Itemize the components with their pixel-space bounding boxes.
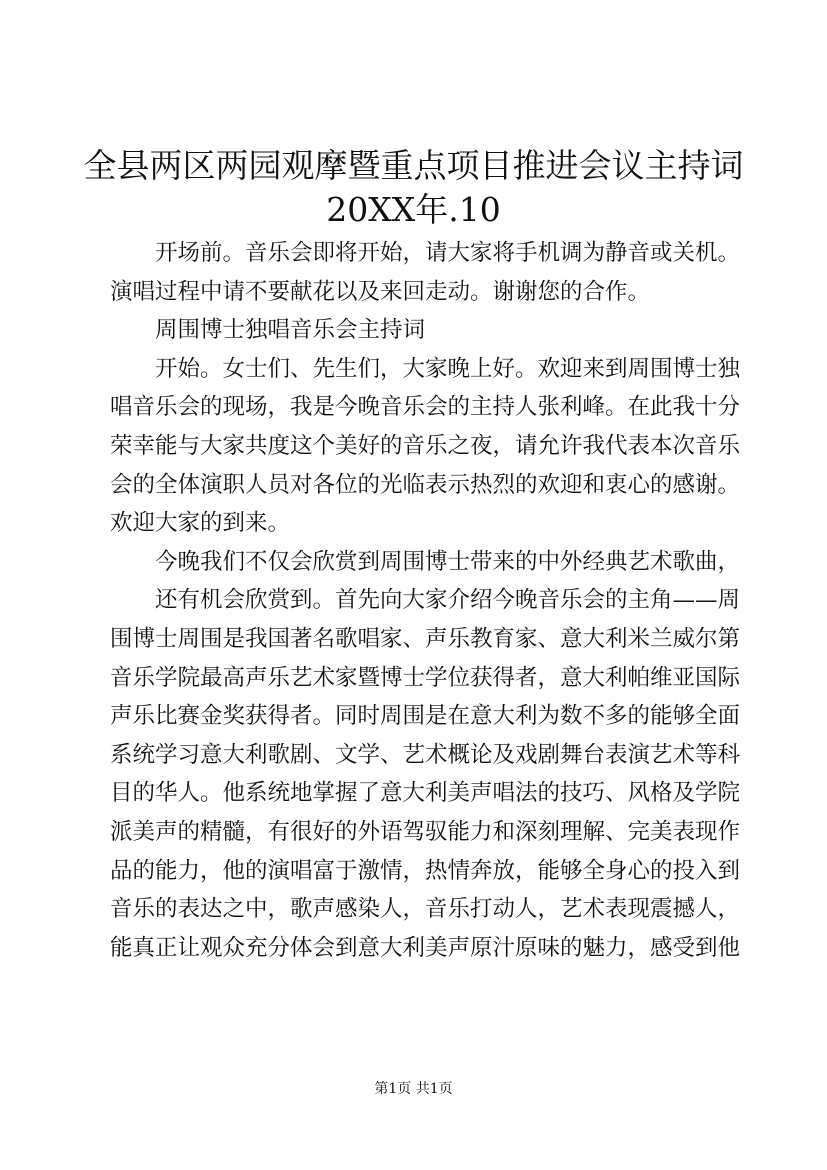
page-footer: 第1页 共1页 — [374, 1081, 453, 1097]
paragraph-tonight: 今晚我们不仅会欣赏到周围博士带来的中外经典艺术歌曲， — [155, 548, 741, 575]
document-body — [110, 234, 740, 967]
paragraph-opening-notice: 开场前。音乐会即将开始，请大家将手机调为静音或关机。演唱过程中请不要献花以及来回走动。谢谢您的合作。 — [110, 240, 741, 305]
paragraph-subtitle: 周围博士独唱音乐会主持词 — [155, 317, 426, 344]
paragraph-welcome: 开始。女士们、先生们，大家晚上好。欢迎来到周围博士独唱音乐会的现场，我是今晚音乐会的主持人张利峰。在此我十分荣幸能与大家共度这个美好的音乐之夜，请允许我代表本次音乐会的全体演职人员对各位的光临表示热烈的欢迎和衷心的感谢。欢迎大家的到来。 — [110, 355, 741, 537]
paragraph-introduction: 还有机会欣赏到。首先向大家介绍今晚音乐会的主角——周围博士周围是我国著名歌唱家、声乐教育家、意大利米兰威尔第音乐学院最高声乐艺术家暨博士学位获得者，意大利帕维亚国际声乐比赛金奖获得者。同时周围是在意大利为数不多的能够全面系统学习意大利歌剧、文学、艺术概论及戏剧舞台表演艺术等科目的华人。他系统地掌握了意大利美声唱法的技巧、风格及学院派美声的精髓，有很好的外语驾驭能力和深刻理解、完美表现作品的能力，他的演唱富于激情，热情奔放，能够全身心的投入到音乐的表达之中，歌声感染人，音乐打动人，艺术表现震撼人，能真正让观众充分体会到意大利美声原汁原味的魅力，感受到他 — [110, 587, 741, 961]
document-title — [70, 144, 757, 232]
title-line-1: 全县两区两园观摩暨重点项目推进会议主持词 — [83, 146, 744, 185]
title-line-2: 20XX年.10 — [326, 190, 501, 229]
